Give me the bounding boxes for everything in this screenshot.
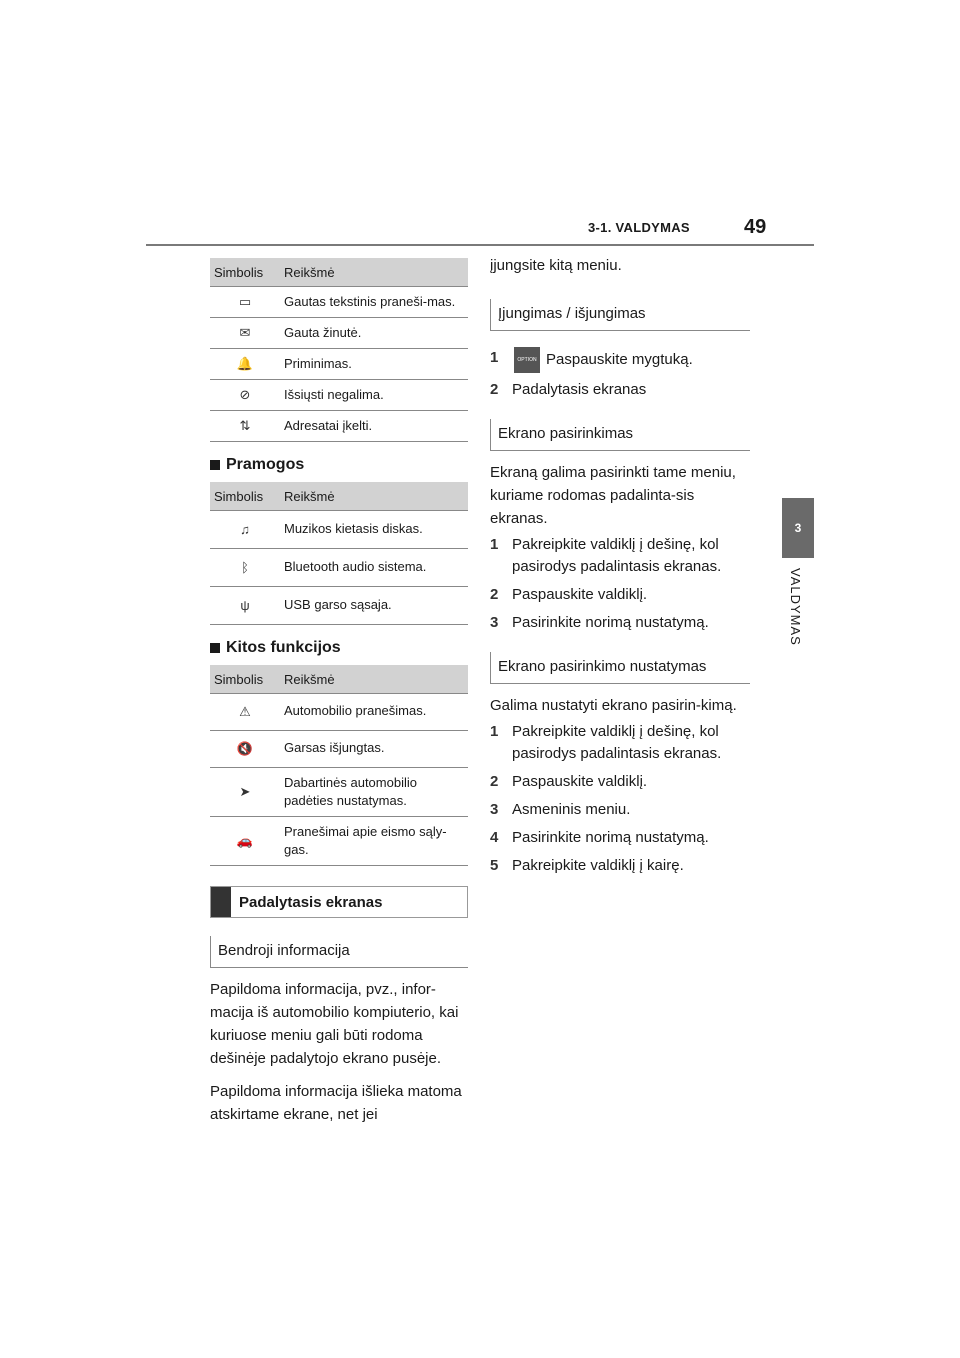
steps-screen-select [490,534,750,634]
column-header-symbol: Simbolis [210,482,280,511]
step-number: 1 [490,723,499,740]
table-row [210,287,468,318]
column-header-meaning: Reikšmė [280,665,468,694]
step-item [490,347,750,373]
table-row [210,349,468,380]
table-row [210,380,468,411]
meaning-cell: Muzikos kietasis diskas. [280,511,468,549]
option-button-icon: OPTION [514,347,540,373]
symbols-table-other [210,665,468,866]
step-item [490,534,750,578]
paragraph: Papildoma informacija išlieka matoma atskirtame ekrane, net jei [210,1083,462,1123]
section-bar-title: Padalytasis ekranas [239,893,383,911]
step-item [490,771,750,793]
table-row [210,694,468,731]
step-item [490,721,750,765]
step-text: Paspauskite valdiklį. [512,586,648,603]
section-title: 3-1. VALDYMAS [588,220,690,235]
paragraph: Ekraną galima pasirinkti tame meniu, kuriame rodomas padalinta-sis ekranas. [490,464,736,527]
step-text-wrap [512,347,693,373]
traffic-icon: 🚗 [236,833,254,848]
paragraph: Papildoma informacija, pvz., infor-macija iš automobilio kompiuterio, kai kuriuose meniu gali būti rodoma dešinėje padalytojo ekrano pusėje. [210,981,459,1067]
table-row [210,549,468,587]
table-row [210,768,468,817]
entertainment-heading-text: Pramogos [226,456,305,473]
step-text: Pakreipkite valdiklį į kairę. [512,857,684,874]
meaning-cell: USB garso sąsaja. [280,587,468,625]
step-item [490,799,750,821]
bluetooth-audio-icon: ᛒ [241,559,249,575]
step-text: Asmeninis meniu. [512,801,631,818]
send-blocked-icon: ⊘ [239,387,251,402]
subsection-screen-select: Ekrano pasirinkimas [490,419,750,451]
other-functions-heading-text: Kitos funkcijos [226,639,341,656]
step-text: Paspauskite mygtuką. [546,350,693,368]
step-item [490,584,750,606]
step-text: Paspauskite valdiklį. [512,773,648,790]
bullet-square-icon [210,460,220,470]
subsection-screen-select-settings: Ekrano pasirinkimo nustatymas [490,652,750,684]
meaning-cell: Gauta žinutė. [280,318,468,349]
step-number: 4 [490,829,499,846]
entertainment-heading [210,456,468,474]
section-bar-split-screen [210,886,468,918]
meaning-cell: Bluetooth audio sistema. [280,549,468,587]
music-harddisk-icon: ♫ [240,521,250,537]
section-bar-marker [211,887,231,917]
meaning-cell: Automobilio pranešimas. [280,694,468,731]
bullet-square-icon [210,643,220,653]
warning-icon: ⚠ [239,704,251,719]
column-header-symbol: Simbolis [210,665,280,694]
step-text: Pasirinkite norimą nustatymą. [512,614,709,631]
step-number: 2 [490,586,499,603]
contacts-import-icon: ⇅ [239,418,251,433]
step-number: 2 [490,381,499,398]
subsection-general-info: Bendroji informacija [210,936,468,968]
table-row [210,731,468,768]
meaning-cell: Išsiųsti negalima. [280,380,468,411]
other-functions-heading [210,639,468,657]
column-header-symbol: Simbolis [210,258,280,287]
right-column [490,254,750,883]
symbols-table-entertainment [210,482,468,625]
meaning-cell: Adresatai įkelti. [280,411,468,442]
paragraph: įjungsite kitą meniu. [490,257,622,274]
table-row [210,587,468,625]
table-row [210,411,468,442]
step-item [490,855,750,877]
mail-icon: ✉ [239,325,251,340]
step-item [490,612,750,634]
location-icon: ➤ [239,784,251,799]
step-item [490,827,750,849]
column-header-meaning: Reikšmė [280,482,468,511]
step-number: 2 [490,773,499,790]
message-icon: ▭ [238,294,252,309]
step-text: Pakreipkite valdiklį į dešinę, kol pasirodys padalintasis ekranas. [512,723,722,762]
table-row [210,318,468,349]
paragraph: Galima nustatyti ekrano pasirin-kimą. [490,697,737,714]
step-number: 1 [490,536,499,553]
step-item [490,379,750,401]
step-number: 3 [490,614,499,631]
symbols-table-messages [210,258,468,442]
usb-icon: ψ [240,597,250,613]
mute-icon: 🔇 [236,741,254,756]
meaning-cell: Priminimas. [280,349,468,380]
column-header-meaning: Reikšmė [280,258,468,287]
meaning-cell: Dabartinės automobilio padėties nustatymas. [280,768,468,817]
table-row [210,511,468,549]
step-text: Pakreipkite valdiklį į dešinę, kol pasirodys padalintasis ekranas. [512,536,722,575]
meaning-cell: Pranešimai apie eismo sąly-gas. [280,817,468,866]
step-text: Padalytasis ekranas [512,381,647,398]
step-number: 5 [490,857,499,874]
subsection-onoff: Įjungimas / išjungimas [490,299,750,331]
step-number: 1 [490,349,499,366]
chapter-tab: 3 [782,498,814,558]
step-number: 3 [490,801,499,818]
step-text: Pasirinkite norimą nustatymą. [512,829,709,846]
table-row [210,817,468,866]
left-column [210,258,468,1126]
page-number: 49 [744,216,767,238]
header-divider [146,244,814,246]
steps-onoff [490,347,750,401]
steps-screen-select-settings [490,721,750,877]
meaning-cell: Gautas tekstinis praneši-mas. [280,287,468,318]
chapter-label: VALDYMAS [788,568,803,646]
bell-icon: 🔔 [236,356,254,371]
meaning-cell: Garsas išjungtas. [280,731,468,768]
